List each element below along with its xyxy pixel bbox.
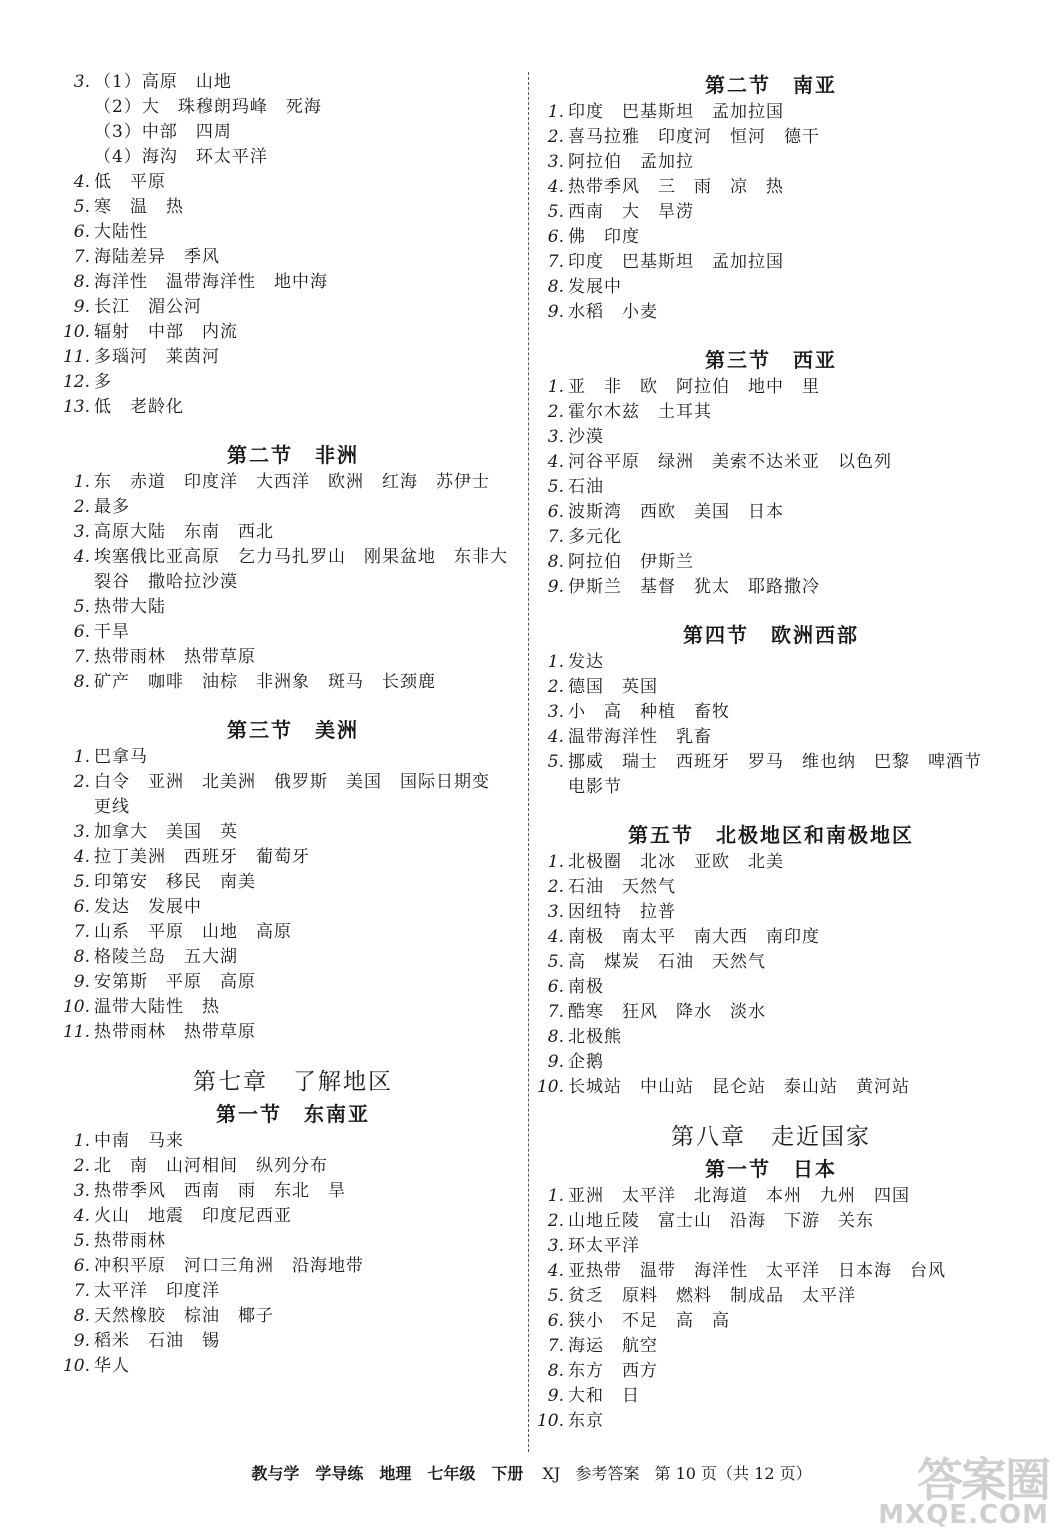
- answer-item: [62, 95, 524, 120]
- answer-text: 高原大陆 东南 西北: [94, 522, 274, 542]
- chapter-title: 第八章 走近国家: [671, 1124, 871, 1150]
- answer-text: 干旱: [94, 622, 130, 642]
- answer-number: 11.: [62, 347, 90, 367]
- answer-text: 东 赤道 印度洋 大西洋 欧洲 红海 苏伊士: [94, 472, 490, 492]
- answer-item: [536, 950, 1006, 975]
- answer-text: 稻米 石油 锡: [94, 1331, 220, 1351]
- answer-number: 1.: [547, 1186, 564, 1206]
- answer-text: 热带季风 三 雨 凉 热: [568, 177, 784, 197]
- answer-item: [536, 1050, 1006, 1075]
- answer-item: [536, 925, 1006, 950]
- answer-number: 6.: [73, 222, 90, 242]
- answer-item: [536, 900, 1006, 925]
- answer-text: 火山 地震 印度尼西亚: [94, 1206, 292, 1226]
- answer-text: 长城站 中山站 昆仑站 泰山站 黄河站: [568, 1077, 910, 1097]
- answer-text: 酷寒 狂风 降水 淡水: [568, 1002, 766, 1022]
- answer-item: [536, 500, 1006, 525]
- answer-text: 霍尔木兹 土耳其: [568, 402, 712, 422]
- answer-number: 9.: [547, 577, 564, 597]
- answer-item: [62, 870, 524, 895]
- answer-number: 5.: [73, 597, 90, 617]
- answer-number: 8.: [547, 1361, 564, 1381]
- answer-number: 3.: [547, 902, 564, 922]
- answer-item: [62, 270, 524, 295]
- answer-number: 2.: [73, 497, 90, 517]
- answer-item: [536, 225, 1006, 250]
- answer-number: 5.: [547, 477, 564, 497]
- answer-item: [62, 70, 524, 95]
- answer-number: 8.: [73, 272, 90, 292]
- answer-item: [62, 395, 524, 420]
- spacer: [536, 1100, 1006, 1120]
- answer-number: 7.: [547, 252, 564, 272]
- answer-item: [62, 770, 524, 795]
- answer-text: 海洋性 温带海洋性 地中海: [94, 272, 328, 292]
- answer-text: 海运 航空: [568, 1336, 658, 1356]
- footer-page-number: 第 10 页（共 12 页）: [654, 1464, 812, 1483]
- answer-item: [536, 1384, 1006, 1409]
- answer-item: [536, 1075, 1006, 1100]
- answer-item: [536, 125, 1006, 150]
- answer-item: [536, 550, 1006, 575]
- answer-text: 大和 日: [568, 1386, 640, 1406]
- answer-number: 12.: [62, 372, 90, 392]
- answer-item: [536, 375, 1006, 400]
- answer-item: [62, 345, 524, 370]
- answer-item: [62, 920, 524, 945]
- answer-number: 6.: [73, 897, 90, 917]
- spacer: [536, 800, 1006, 820]
- answer-text: 阿拉伯 伊斯兰: [568, 552, 694, 572]
- answer-text: 挪威 瑞士 西班牙 罗马 维也纳 巴黎 啤酒节: [568, 752, 982, 772]
- answer-number: 3.: [547, 152, 564, 172]
- answer-number: 6.: [547, 227, 564, 247]
- answer-text: 东方 西方: [568, 1361, 658, 1381]
- answer-item: [536, 1409, 1006, 1434]
- answer-item: [62, 645, 524, 670]
- answer-item: [536, 1234, 1006, 1259]
- answer-item: [62, 520, 524, 545]
- answer-number: 8.: [547, 1027, 564, 1047]
- answer-number: 1.: [547, 377, 564, 397]
- answer-item: [62, 745, 524, 770]
- answer-continuation: 裂谷 撒哈拉沙漠: [94, 572, 238, 592]
- answer-continuation: 更线: [94, 797, 130, 817]
- answer-number: 4.: [547, 1261, 564, 1281]
- answer-text: 亚 非 欧 阿拉伯 地中 里: [568, 377, 820, 397]
- answer-text: 阿拉伯 孟加拉: [568, 152, 694, 172]
- answer-item: [536, 100, 1006, 125]
- answer-item: [62, 820, 524, 845]
- answer-item: [536, 725, 1006, 750]
- answer-text: 热带季风 西南 雨 东北 旱: [94, 1181, 346, 1201]
- answer-item: [536, 250, 1006, 275]
- answer-text: 因纽特 拉普: [568, 902, 676, 922]
- answer-item: [62, 1304, 524, 1329]
- answer-text: 发达: [568, 652, 604, 672]
- answer-text: 辐射 中部 内流: [94, 322, 238, 342]
- answer-text: 巴拿马: [94, 747, 148, 767]
- answer-item: [536, 200, 1006, 225]
- answer-item: [62, 495, 524, 520]
- answer-number: 8.: [547, 277, 564, 297]
- answer-number: 8.: [547, 552, 564, 572]
- answer-text: 矿产 咖啡 油棕 非洲象 斑马 长颈鹿: [94, 672, 436, 692]
- answer-number: 7.: [73, 247, 90, 267]
- answer-number: 5.: [547, 1286, 564, 1306]
- answer-number: 6.: [547, 977, 564, 997]
- answer-item: [62, 1254, 524, 1279]
- answer-item: [536, 675, 1006, 700]
- spacer: [536, 325, 1006, 345]
- answer-item: [62, 245, 524, 270]
- answer-text: 低 老龄化: [94, 397, 184, 417]
- section-title: 第四节 欧洲西部: [683, 623, 859, 647]
- answer-item: [536, 975, 1006, 1000]
- answer-number: 3.: [73, 1181, 90, 1201]
- answer-item: [536, 175, 1006, 200]
- answer-item: [536, 1259, 1006, 1284]
- answer-number: 9.: [547, 1386, 564, 1406]
- answer-text: 狭小 不足 高 高: [568, 1311, 730, 1331]
- answer-number: 5.: [547, 202, 564, 222]
- answer-item: [62, 195, 524, 220]
- answer-item: [62, 1154, 524, 1179]
- answer-number: 8.: [73, 1306, 90, 1326]
- answer-text: 高 煤炭 石油 天然气: [568, 952, 766, 972]
- watermark-en: MXQE.COM: [878, 1500, 1049, 1530]
- answer-text: 格陵兰岛 五大湖: [94, 947, 238, 967]
- answer-item: [62, 1204, 524, 1229]
- answer-number: 10.: [62, 1356, 90, 1376]
- answer-item: [536, 1209, 1006, 1234]
- answer-number: 7.: [547, 527, 564, 547]
- answer-item: [536, 875, 1006, 900]
- answer-number: 6.: [547, 502, 564, 522]
- answer-item: [536, 1000, 1006, 1025]
- answer-text: 亚热带 温带 海洋性 太平洋 日本海 台风: [568, 1261, 946, 1281]
- answer-number: 2.: [547, 677, 564, 697]
- answer-item: [536, 650, 1006, 675]
- column-divider: [528, 72, 529, 1452]
- answer-item: [536, 700, 1006, 725]
- answer-item: [62, 145, 524, 170]
- section-title: 第二节 非洲: [227, 443, 359, 467]
- answer-text: （2）大 珠穆朗玛峰 死海: [94, 97, 322, 117]
- answer-number: 5.: [73, 197, 90, 217]
- answer-number: 3.: [547, 427, 564, 447]
- answer-number: 5.: [73, 872, 90, 892]
- answer-text: 冲积平原 河口三角洲 沿海地带: [94, 1256, 364, 1276]
- answer-text: 亚洲 太平洋 北海道 本州 九州 四国: [568, 1186, 910, 1206]
- footer-brand: 教与学 学导练 地理 七年级 下册: [251, 1464, 524, 1483]
- answer-number: 2.: [547, 402, 564, 422]
- answer-text: 多瑙河 莱茵河: [94, 347, 220, 367]
- section-title: 第一节 日本: [705, 1157, 837, 1181]
- answer-number: 5.: [547, 952, 564, 972]
- answer-number: 10.: [536, 1077, 564, 1097]
- answer-number: 5.: [547, 752, 564, 772]
- answer-text: 加拿大 美国 英: [94, 822, 238, 842]
- answer-number: 2.: [547, 877, 564, 897]
- section-title: 第三节 美洲: [227, 718, 359, 742]
- answer-text: 南极 南太平 南大西 南印度: [568, 927, 820, 947]
- answer-text: 北极圈 北冰 亚欧 北美: [568, 852, 784, 872]
- answer-number: 4.: [547, 452, 564, 472]
- answer-item: [536, 150, 1006, 175]
- answer-item: [62, 320, 524, 345]
- answer-number: 8.: [73, 672, 90, 692]
- answer-number: 13.: [62, 397, 90, 417]
- answer-item: [62, 1229, 524, 1254]
- answer-number: 2.: [73, 1156, 90, 1176]
- footer-label: 参考答案: [575, 1464, 640, 1483]
- answer-number: 1.: [547, 652, 564, 672]
- answer-text: 发达 发展中: [94, 897, 202, 917]
- answer-text: 寒 温 热: [94, 197, 184, 217]
- answer-text: 发展中: [568, 277, 622, 297]
- answer-number: 6.: [547, 1311, 564, 1331]
- answer-text: 低 平原: [94, 172, 166, 192]
- answer-item: [62, 295, 524, 320]
- left-column: [62, 70, 524, 1379]
- answer-text: 山系 平原 山地 高原: [94, 922, 292, 942]
- answer-item: [536, 1334, 1006, 1359]
- answer-item: [62, 845, 524, 870]
- answer-text: 多: [94, 372, 112, 392]
- answer-number: 8.: [73, 947, 90, 967]
- answer-text: 东京: [568, 1411, 604, 1431]
- answer-number: 2.: [547, 1211, 564, 1231]
- answer-number: 4.: [547, 727, 564, 747]
- answer-number: 1.: [547, 102, 564, 122]
- answer-item: [536, 275, 1006, 300]
- answer-item: [536, 1284, 1006, 1309]
- answer-item: [536, 1025, 1006, 1050]
- answer-number: 1.: [73, 747, 90, 767]
- answer-text: 中南 马来: [94, 1131, 184, 1151]
- answer-text: 西南 大 旱涝: [568, 202, 694, 222]
- answer-item: [536, 1184, 1006, 1209]
- answer-item: [536, 850, 1006, 875]
- answer-item: [62, 670, 524, 695]
- spacer: [536, 600, 1006, 620]
- answer-text: 印第安 移民 南美: [94, 872, 256, 892]
- answer-number: 9.: [73, 1331, 90, 1351]
- answer-item: [62, 895, 524, 920]
- section-title: 第五节 北极地区和南极地区: [628, 823, 914, 847]
- answer-number: 5.: [73, 1231, 90, 1251]
- answer-item: [62, 1020, 524, 1045]
- answer-continuation: 电影节: [568, 777, 622, 797]
- answer-item: [62, 1279, 524, 1304]
- answer-text: 温带海洋性 乳畜: [568, 727, 712, 747]
- answer-text: 河谷平原 绿洲 美索不达米亚 以色列: [568, 452, 892, 472]
- answer-text: 北 南 山河相间 纵列分布: [94, 1156, 328, 1176]
- answer-text: 水稻 小麦: [568, 302, 658, 322]
- answer-text: （4）海沟 环太平洋: [94, 147, 268, 167]
- answer-number: 3.: [73, 822, 90, 842]
- watermark-logo: [878, 1444, 1055, 1530]
- answer-text: 石油 天然气: [568, 877, 676, 897]
- answer-number: 9.: [547, 302, 564, 322]
- answer-number: 9.: [547, 1052, 564, 1072]
- answer-number: 10.: [62, 997, 90, 1017]
- answer-text: 印度 巴基斯坦 孟加拉国: [568, 102, 784, 122]
- answer-item: [536, 475, 1006, 500]
- answer-text: 大陆性: [94, 222, 148, 242]
- answer-number: 4.: [547, 177, 564, 197]
- answer-text: 环太平洋: [568, 1236, 640, 1256]
- answer-item: [62, 620, 524, 645]
- answer-item: [62, 995, 524, 1020]
- answer-item: [62, 1129, 524, 1154]
- spacer: [62, 695, 524, 715]
- answer-number: 3.: [547, 1236, 564, 1256]
- answer-item: [62, 1329, 524, 1354]
- answer-text: 喜马拉雅 印度河 恒河 德干: [568, 127, 820, 147]
- answer-item: [62, 970, 524, 995]
- answer-item: [536, 400, 1006, 425]
- answer-text: （3）中部 四周: [94, 122, 232, 142]
- answer-text: 多元化: [568, 527, 622, 547]
- answer-text: 贫乏 原料 燃料 制成品 太平洋: [568, 1286, 856, 1306]
- answer-text: 南极: [568, 977, 604, 997]
- answer-number: 6.: [73, 1256, 90, 1276]
- answer-number: 4.: [73, 547, 90, 567]
- chapter-title: 第七章 了解地区: [193, 1069, 393, 1095]
- answer-text: 佛 印度: [568, 227, 640, 247]
- answer-number: 3.: [73, 72, 90, 92]
- answer-item: [62, 1354, 524, 1379]
- answer-text: 华人: [94, 1356, 130, 1376]
- spacer: [62, 420, 524, 440]
- answer-text: 波斯湾 西欧 美国 日本: [568, 502, 784, 522]
- answer-text: 沙漠: [568, 427, 604, 447]
- answer-text: 太平洋 印度洋: [94, 1281, 220, 1301]
- answer-item: [62, 545, 524, 570]
- answer-number: 7.: [73, 647, 90, 667]
- answer-item: [62, 120, 524, 145]
- answer-text: 石油: [568, 477, 604, 497]
- answer-text: 温带大陆性 热: [94, 997, 220, 1017]
- answer-number: 7.: [73, 1281, 90, 1301]
- answer-text: 热带大陆: [94, 597, 166, 617]
- answer-number: 1.: [73, 472, 90, 492]
- answer-item: [62, 945, 524, 970]
- answer-item: [62, 170, 524, 195]
- answer-number: 2.: [547, 127, 564, 147]
- answer-text: 埃塞俄比亚高原 乞力马扎罗山 刚果盆地 东非大: [94, 547, 508, 567]
- answer-text: 印度 巴基斯坦 孟加拉国: [568, 252, 784, 272]
- answer-number: 1.: [73, 1131, 90, 1151]
- answer-text: 北极熊: [568, 1027, 622, 1047]
- answer-item: [62, 595, 524, 620]
- answer-number: 7.: [547, 1336, 564, 1356]
- answer-number: 4.: [73, 847, 90, 867]
- answer-text: 山地丘陵 富士山 沿海 下游 关东: [568, 1211, 874, 1231]
- section-title: 第二节 南亚: [705, 73, 837, 97]
- answer-number: 2.: [73, 772, 90, 792]
- answer-item: [536, 750, 1006, 775]
- footer-edition: XJ: [542, 1464, 561, 1483]
- answer-item: [536, 300, 1006, 325]
- watermark-cn: 答案圈: [917, 1453, 1049, 1507]
- answer-number: 7.: [73, 922, 90, 942]
- right-column: [536, 70, 1006, 1434]
- answer-number: 4.: [73, 172, 90, 192]
- answer-text: 拉丁美洲 西班牙 葡萄牙: [94, 847, 310, 867]
- answer-number: 6.: [73, 622, 90, 642]
- answer-item: [536, 425, 1006, 450]
- answer-item: [536, 525, 1006, 550]
- answer-text: 热带雨林: [94, 1231, 166, 1251]
- answer-text: 长江 湄公河: [94, 297, 202, 317]
- answer-number: 9.: [73, 972, 90, 992]
- answer-number: 10.: [536, 1411, 564, 1431]
- answer-number: 4.: [547, 927, 564, 947]
- answer-text: 小 高 种植 畜牧: [568, 702, 730, 722]
- answer-text: 海陆差异 季风: [94, 247, 220, 267]
- section-title: 第一节 东南亚: [216, 1102, 370, 1126]
- answer-text: 伊斯兰 基督 犹太 耶路撒冷: [568, 577, 820, 597]
- section-title: 第三节 西亚: [705, 348, 837, 372]
- answer-text: 热带雨林 热带草原: [94, 1022, 256, 1042]
- answer-item: [62, 370, 524, 395]
- answer-number: 7.: [547, 1002, 564, 1022]
- answer-number: 10.: [62, 322, 90, 342]
- answer-text: 最多: [94, 497, 130, 517]
- answer-text: 天然橡胶 棕油 椰子: [94, 1306, 274, 1326]
- answer-item: [62, 470, 524, 495]
- answer-number: 3.: [547, 702, 564, 722]
- answer-number: 11.: [62, 1022, 90, 1042]
- answer-item: [536, 1309, 1006, 1334]
- answer-text: 白令 亚洲 北美洲 俄罗斯 美国 国际日期变: [94, 772, 490, 792]
- answer-number: 1.: [547, 852, 564, 872]
- answer-text: 德国 英国: [568, 677, 658, 697]
- answer-item: [62, 220, 524, 245]
- answer-number: 4.: [73, 1206, 90, 1226]
- answer-text: 安第斯 平原 高原: [94, 972, 256, 992]
- answer-number: 9.: [73, 297, 90, 317]
- spacer: [62, 1045, 524, 1065]
- answer-item: [62, 1179, 524, 1204]
- answer-text: 企鹅: [568, 1052, 604, 1072]
- answer-item: [536, 1359, 1006, 1384]
- answer-text: （1）高原 山地: [94, 72, 232, 92]
- answer-item: [536, 575, 1006, 600]
- answer-text: 热带雨林 热带草原: [94, 647, 256, 667]
- answer-number: 3.: [73, 522, 90, 542]
- answer-item: [536, 450, 1006, 475]
